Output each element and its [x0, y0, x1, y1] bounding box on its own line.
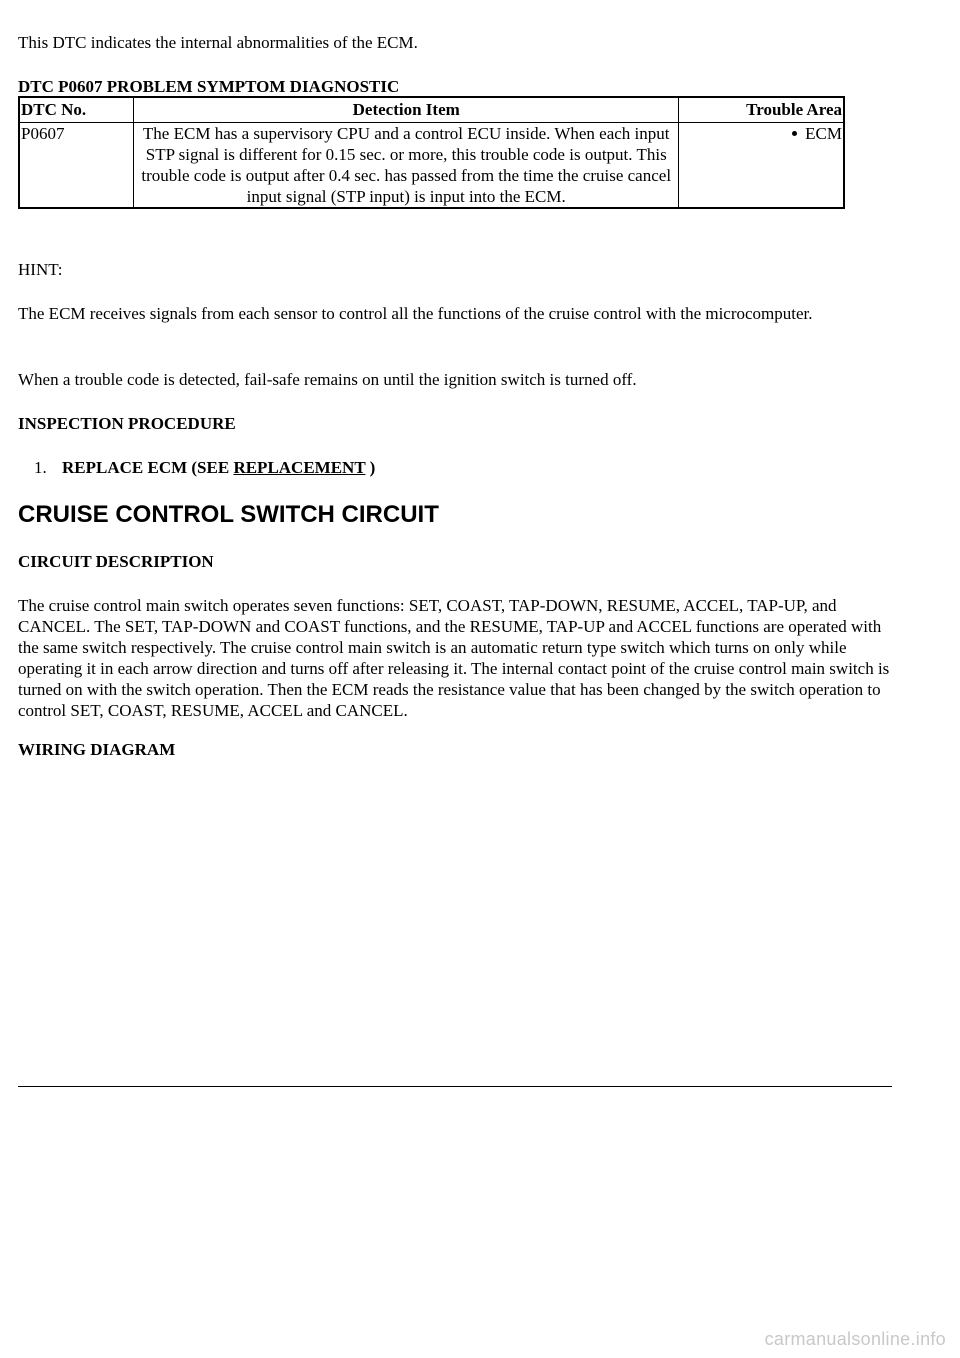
trouble-area-text: ECM — [805, 124, 842, 143]
table-header-row — [19, 97, 844, 123]
cell-dtc-code: P0607 — [19, 123, 134, 209]
circuit-description-title: CIRCUIT DESCRIPTION — [18, 552, 214, 571]
step-text-after: ) — [365, 458, 376, 477]
table-title: DTC P0607 PROBLEM SYMPTOM DIAGNOSTIC — [18, 77, 400, 96]
hint-paragraph-2: When a trouble code is detected, fail-safe remains on until the ignition switch is turned off. — [18, 370, 637, 389]
horizontal-divider — [18, 1086, 892, 1087]
replacement-link[interactable]: REPLACEMENT — [233, 458, 366, 477]
inspection-title: INSPECTION PROCEDURE — [18, 414, 236, 433]
header-trouble-area: Trouble Area — [679, 97, 844, 123]
dtc-table — [18, 96, 845, 209]
cell-detection-item: The ECM has a supervisory CPU and a control ECU inside. When each input STP signal is different for 0.15 sec. or more, this trouble code is output. This trouble code is output after 0.4 sec. has passed from the time the cruise cancel input signal (STP input) is input into the ECM. — [134, 123, 679, 209]
step-number: 1. — [34, 458, 47, 477]
hint-label: HINT: — [18, 260, 63, 279]
step-text-before: REPLACE ECM (SEE — [62, 458, 234, 477]
bullet-icon — [792, 131, 797, 136]
hint-paragraph-1: The ECM receives signals from each sensor to control all the functions of the cruise control with the microcomputer. — [18, 304, 813, 323]
inspection-step-1 — [34, 457, 375, 478]
intro-text: This DTC indicates the internal abnormalities of the ECM. — [18, 33, 418, 52]
section-heading: CRUISE CONTROL SWITCH CIRCUIT — [18, 501, 439, 528]
wiring-diagram-title: WIRING DIAGRAM — [18, 740, 176, 759]
header-dtc-no: DTC No. — [19, 97, 134, 123]
cell-trouble-area — [679, 123, 844, 209]
table-row — [19, 123, 844, 209]
watermark-text: carmanualsonline.info — [764, 1329, 946, 1349]
header-detection-item: Detection Item — [134, 97, 679, 123]
circuit-description-body: The cruise control main switch operates seven functions: SET, COAST, TAP-DOWN, RESUME, ACCEL, TAP-UP, and CANCEL. The SET, TAP-DOWN and COAST functions, and the RESUME, TAP-UP and ACCEL functions are operated with the same switch respectively. The cruise control main switch is an automatic return type switch which turns on only while operating it in each arrow direction and turns off after releasing it. The internal contact point of the cruise control main switch is turned on with the switch operation. Then the ECM reads the resistance value that has been changed by the switch operation to control SET, COAST, RESUME, ACCEL and CANCEL. — [18, 596, 890, 720]
